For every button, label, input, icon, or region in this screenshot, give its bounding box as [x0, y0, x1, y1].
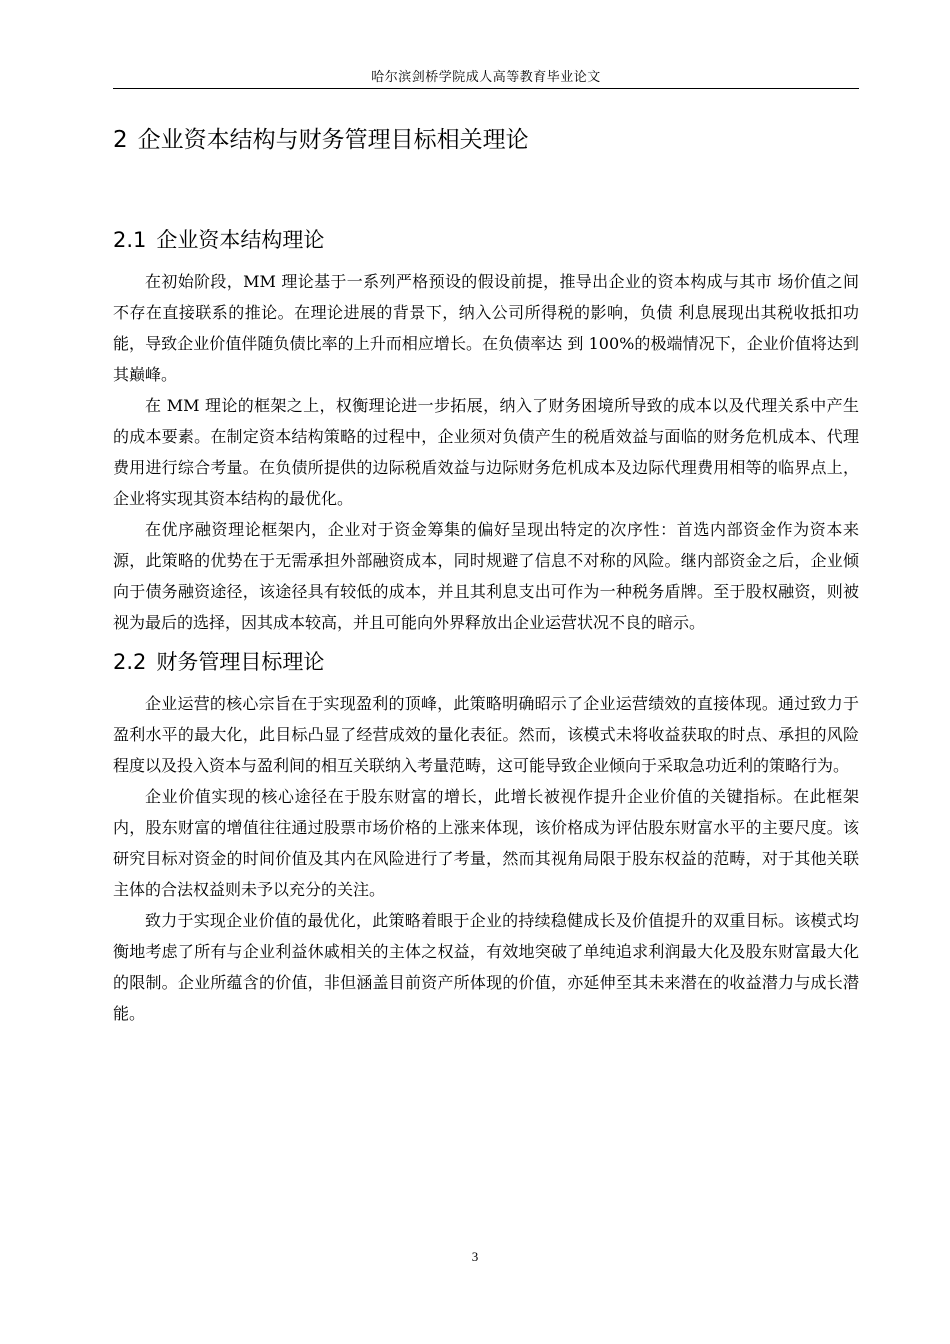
section-financial-goals [113, 642, 859, 1029]
page-header: 哈尔滨剑桥学院成人高等教育毕业论文 [371, 70, 601, 85]
document-body [113, 118, 859, 1029]
page-number: 3 [471, 1249, 479, 1264]
section-title-text: 财务管理目标理论 [156, 650, 325, 674]
paragraph-tradeoff-theory: 在 MM 理论的框架之上，权衡理论进一步拓展，纳入了财务困境所导致的成本以及代理关系中产生的成本要素。在制定资本结构策略的过程中，企业须对负债产生的税盾效益与面临的财务危机成本、代理费用进行综合考量。在负债所提供的边际税盾效益与边际财务危机成本及边际代理费用相等的临界点上，企业将实现其资本结构的最优化。 [113, 396, 859, 508]
header-divider [113, 88, 859, 89]
chapter-title-text: 企业资本结构与财务管理目标相关理论 [137, 127, 529, 153]
paragraph-pecking-order-theory: 在优序融资理论框架内，企业对于资金筹集的偏好呈现出特定的次序性：首选内部资金作为资本来源，此策略的优势在于无需承担外部融资成本，同时规避了信息不对称的风险。继内部资金之后，企业倾向于债务融资途径，该途径具有较低的成本，并且其利息支出可作为一种税务盾牌。至于股权融资，则被视为最后的选择，因其成本较高，并且可能向外界释放出企业运营状况不良的暗示。 [113, 520, 859, 632]
section-title-text: 企业资本结构理论 [156, 228, 325, 252]
paragraph-firm-value: 致力于实现企业价值的最优化，此策略着眼于企业的持续稳健成长及价值提升的双重目标。该模式均衡地考虑了所有与企业利益休戚相关的主体之权益，有效地突破了单纯追求利润最大化及股东财富最大化的限制。企业所蕴含的价值，非但涵盖目前资产所体现的价值，亦延伸至其未来潜在的收益潜力与成长潜能。 [113, 911, 859, 1023]
section-title [113, 220, 859, 260]
paragraph-shareholder-wealth: 企业价值实现的核心途径在于股东财富的增长，此增长被视作提升企业价值的关键指标。在此框架内，股东财富的增值往往通过股票市场价格的上涨来体现，该价格成为评估股东财富水平的主要尺度。该研究目标对资金的时间价值及其内在风险进行了考量，然而其视角局限于股东权益的范畴，对于其他关联主体的合法权益则未予以充分的关注。 [113, 787, 859, 899]
paragraph-profit-maximization: 企业运营的核心宗旨在于实现盈利的顶峰，此策略明确昭示了企业运营绩效的直接体现。通过致力于盈利水平的最大化，此目标凸显了经营成效的量化表征。然而，该模式未将收益获取的时点、承担的风险程度以及投入资本与盈利间的相互关联纳入考量范畴，这可能导致企业倾向于采取急功近利的策略行为。 [113, 694, 859, 775]
chapter-number: 2 [113, 127, 128, 153]
section-capital-structure [113, 220, 859, 638]
section-number: 2.1 [113, 228, 147, 252]
chapter-title [113, 118, 859, 162]
paragraph-mm-theory: 在初始阶段，MM 理论基于一系列严格预设的假设前提，推导出企业的资本构成与其市 场价值之间不存在直接联系的推论。在理论进展的背景下，纳入公司所得税的影响，负债 利息展现出其税收抵扣功能，导致企业价值伴随负债比率的上升而相应增长。在负债率达 到 100%的极端情况下，企业价值将达到其巅峰。 [113, 272, 859, 384]
section-number: 2.2 [113, 650, 147, 674]
section-title [113, 642, 859, 682]
